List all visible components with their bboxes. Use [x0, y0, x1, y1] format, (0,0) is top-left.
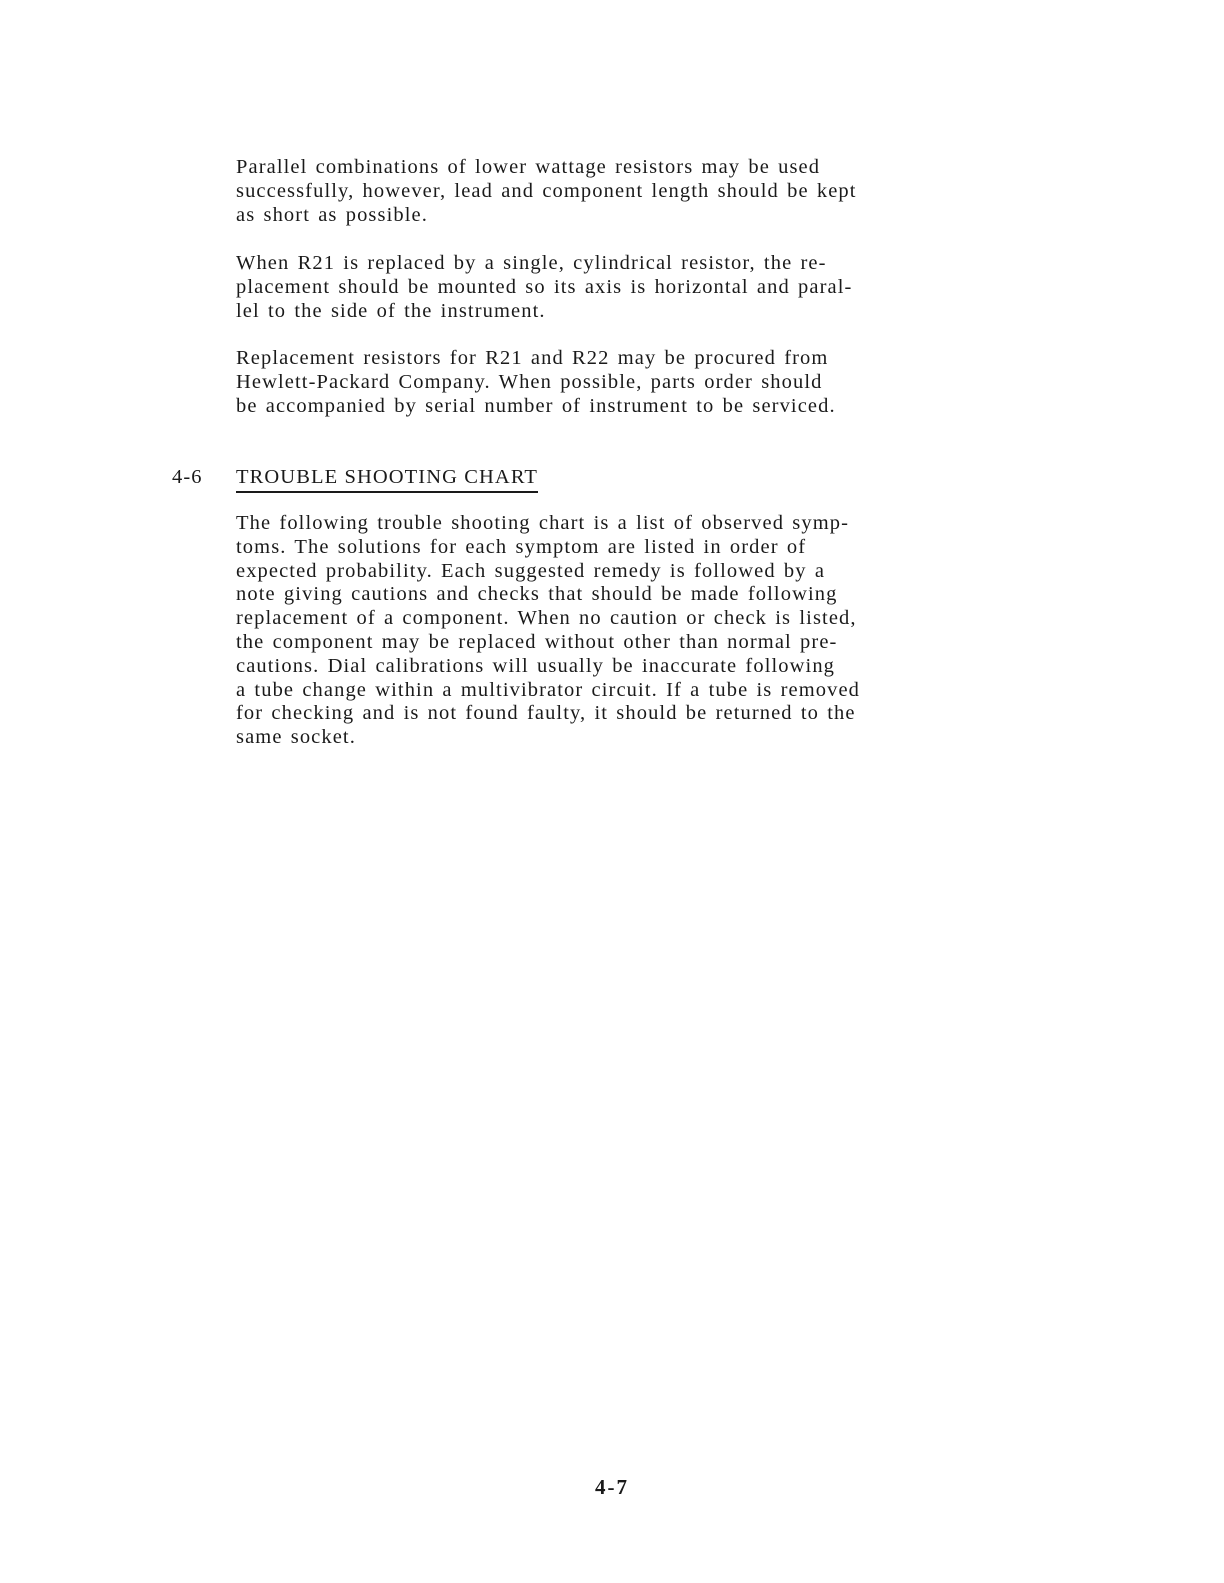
text-line: lel to the side of the instrument.: [236, 299, 546, 322]
text-line: be accompanied by serial number of instrument to be serviced.: [236, 394, 836, 417]
text-line: for checking and is not found faulty, it should be returned to the: [236, 702, 856, 725]
text-line: Hewlett-Packard Company. When possible, parts order should: [236, 370, 823, 393]
text-line: placement should be mounted so its axis is horizontal and paral-: [236, 275, 853, 298]
paragraph-parallel-resistors: [236, 156, 1036, 227]
text-line: the component may be replaced without other than normal pre-: [236, 630, 838, 653]
paragraph-r21-replacement: [236, 252, 1036, 323]
text-line: Parallel combinations of lower wattage resistors may be used: [236, 156, 821, 178]
text-line: a tube change within a multivibrator circuit. If a tube is removed: [236, 678, 861, 701]
text-line: as short as possible.: [236, 203, 428, 226]
text-line: cautions. Dial calibrations will usually be inaccurate following: [236, 654, 836, 677]
text-line: same socket.: [236, 726, 356, 749]
page-number: 4-7: [595, 1475, 629, 1499]
text-line: successfully, however, lead and component length should be kept: [236, 179, 857, 202]
section-heading: [172, 464, 538, 493]
paragraph-trouble-shooting-intro: [236, 512, 1036, 750]
text-line: The following trouble shooting chart is a list of observed symp-: [236, 512, 850, 534]
text-line: toms. The solutions for each symptom are listed in order of: [236, 535, 807, 558]
text-line: replacement of a component. When no caution or check is listed,: [236, 607, 857, 630]
text-line: When R21 is replaced by a single, cylindrical resistor, the re-: [236, 252, 827, 274]
section-number: 4-6: [172, 466, 203, 488]
section-title: TROUBLE SHOOTING CHART: [236, 464, 538, 493]
paragraph-replacement-parts: [236, 347, 1036, 418]
text-line: note giving cautions and checks that should be made following: [236, 583, 838, 606]
text-line: Replacement resistors for R21 and R22 may be procured from: [236, 347, 829, 369]
text-line: expected probability. Each suggested remedy is followed by a: [236, 559, 826, 582]
